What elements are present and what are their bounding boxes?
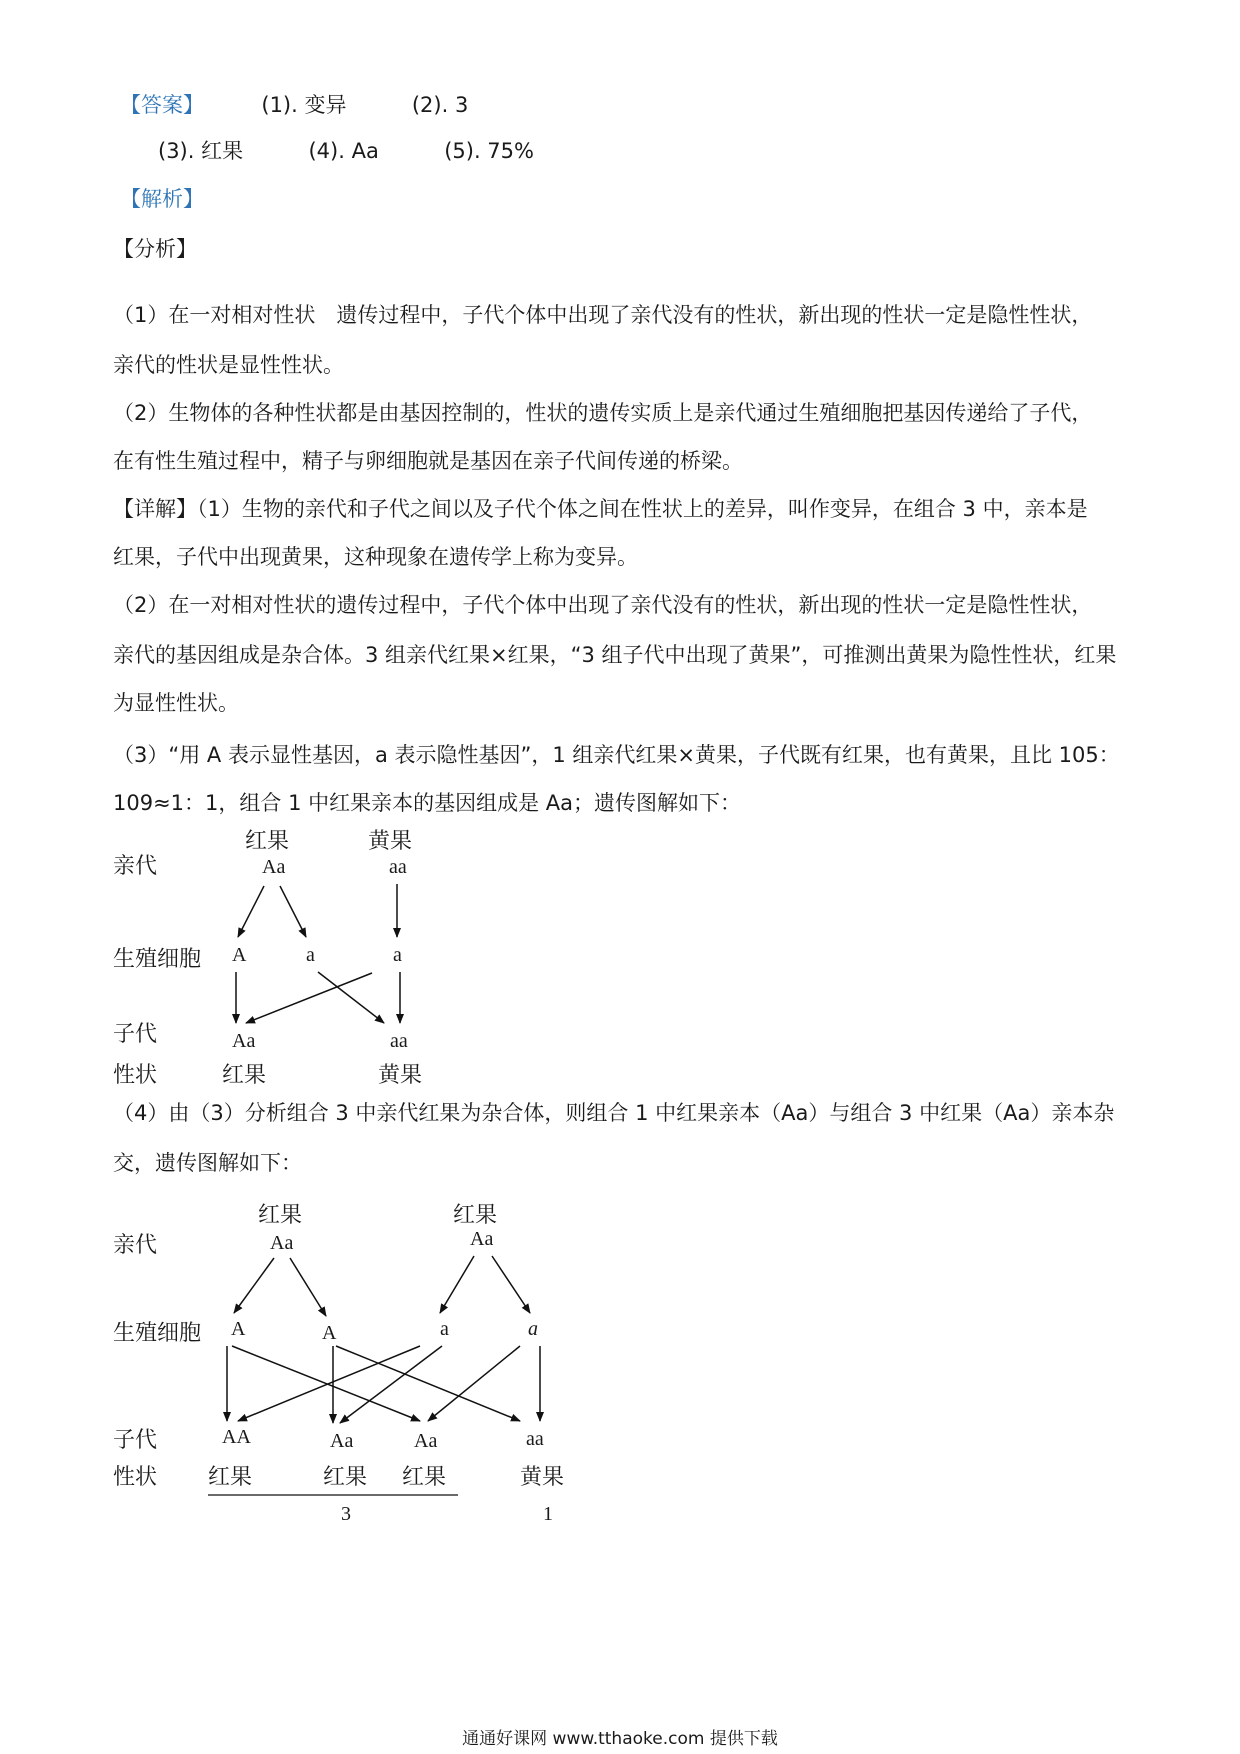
diagram2-parent1-genotype: Aa bbox=[270, 1232, 294, 1254]
answer-item-1: (1). 变异 bbox=[261, 93, 347, 117]
d2-arrow-p1-A1 bbox=[234, 1258, 274, 1313]
diagram2-gamete-A1: A bbox=[231, 1318, 246, 1340]
diagram1-offspring2-genotype: aa bbox=[390, 1030, 408, 1052]
answer-item-5: (5). 75% bbox=[444, 139, 534, 163]
diagram1-offspring1-genotype: Aa bbox=[232, 1030, 256, 1052]
d2-arrow-a2-Aa2 bbox=[428, 1346, 520, 1421]
d1-arrow-a2-Aa bbox=[246, 973, 372, 1023]
diagram2-offspring1-genotype: AA bbox=[222, 1426, 251, 1448]
diagram1-parent1-genotype: Aa bbox=[262, 856, 286, 878]
answer-label: 【答案】 bbox=[120, 93, 204, 117]
diagram1-offspring2-trait: 黄果 bbox=[378, 1063, 423, 1088]
fenxi-line-3: （2）生物体的各种性状都是由基因控制的，性状的遗传实质上是亲代通过生殖细胞把基因传递给了子代， bbox=[113, 401, 1093, 425]
fenxi-line-4: 在有性生殖过程中，精子与卵细胞就是基因在亲子代间传递的桥梁。 bbox=[113, 449, 743, 473]
detail-line-2: 红果，子代中出现黄果，这种现象在遗传学上称为变异。 bbox=[113, 545, 638, 569]
diagram2-offspring2-genotype: Aa bbox=[330, 1430, 354, 1452]
diagram2-row-label-gametes: 生殖细胞 bbox=[113, 1321, 202, 1346]
d2-arrow-p2-a1 bbox=[440, 1256, 474, 1313]
diagram2-offspring1-trait: 红果 bbox=[208, 1465, 253, 1490]
d1-arrow-p1-A bbox=[238, 886, 264, 937]
detail-line-1: 【详解】（1）生物的亲代和子代之间以及子代个体之间在性状上的差异，叫作变异，在组合 3 中，亲本是 bbox=[113, 497, 1088, 521]
page-footer: 通通好课网 www.tthaoke.com 提供下载 bbox=[462, 1729, 778, 1749]
detail-line-4: 亲代的基因组成是杂合体。3 组亲代红果×红果，“3 组子代中出现了黄果”，可推测出黄果为隐性性状，红果 bbox=[113, 643, 1117, 667]
diagram2-offspring2-trait: 红果 bbox=[323, 1465, 368, 1490]
fenxi-line-2: 亲代的性状是显性性状。 bbox=[113, 353, 344, 377]
diagram2-ratio-dominant: 3 bbox=[341, 1503, 351, 1525]
diagram2-gamete-A2: A bbox=[322, 1322, 337, 1344]
answer-item-3: (3). 红果 bbox=[158, 139, 244, 163]
diagram2-offspring4-trait: 黄果 bbox=[520, 1465, 565, 1490]
diagram1-gamete-a2: a bbox=[393, 944, 402, 966]
diagram2-gamete-a2: a bbox=[528, 1318, 538, 1340]
answer-item-4: (4). Aa bbox=[308, 139, 379, 163]
diagram1-gamete-A: A bbox=[232, 944, 247, 966]
d1-arrow-p1-a bbox=[280, 886, 306, 937]
d1-arrow-a1-aa bbox=[318, 972, 384, 1023]
d2-arrow-p2-a2 bbox=[492, 1256, 530, 1313]
d2-arrow-p1-A2 bbox=[290, 1258, 326, 1316]
analysis-label: 【解析】 bbox=[120, 187, 204, 211]
diagram2-ratio-recessive: 1 bbox=[543, 1503, 553, 1525]
diagram1-row-label-parents: 亲代 bbox=[113, 854, 158, 879]
diagram1-gamete-a1: a bbox=[306, 944, 315, 966]
diagram1-parent1-trait: 红果 bbox=[245, 829, 290, 854]
detail-line-7: 109≈1：1，组合 1 中红果亲本的基因组成是 Aa；遗传图解如下： bbox=[113, 791, 742, 815]
detail-line-6: （3）“用 A 表示显性基因，a 表示隐性基因”，1 组亲代红果×黄果，子代既有红果，也有黄果，且比 105： bbox=[113, 743, 1120, 767]
detail2-line-2: 交，遗传图解如下： bbox=[113, 1151, 302, 1175]
diagram1-row-label-offspring: 子代 bbox=[113, 1022, 158, 1047]
diagram2-row-label-offspring: 子代 bbox=[113, 1428, 158, 1453]
diagram2-parent2-genotype: Aa bbox=[470, 1228, 494, 1250]
diagram1-row-label-trait: 性状 bbox=[113, 1063, 158, 1088]
diagram2-parent1-trait: 红果 bbox=[258, 1203, 303, 1228]
diagram2-row-label-trait: 性状 bbox=[113, 1465, 158, 1490]
diagram1-offspring1-trait: 红果 bbox=[222, 1063, 267, 1088]
diagram1-parent2-trait: 黄果 bbox=[368, 829, 413, 854]
answer-item-2: (2). 3 bbox=[411, 93, 469, 117]
fenxi-line-1: （1）在一对相对性状 遗传过程中，子代个体中出现了亲代没有的性状，新出现的性状一定是隐性性状， bbox=[113, 303, 1093, 327]
diagram1-row-label-gametes: 生殖细胞 bbox=[113, 947, 202, 972]
diagram2-offspring4-genotype: aa bbox=[526, 1428, 544, 1450]
fenxi-label: 【分析】 bbox=[113, 237, 197, 261]
detail-line-3: （2）在一对相对性状的遗传过程中，子代个体中出现了亲代没有的性状，新出现的性状一定是隐性性状， bbox=[113, 593, 1093, 617]
detail-line-5: 为显性性状。 bbox=[113, 691, 239, 715]
diagram2-row-label-parents: 亲代 bbox=[113, 1233, 158, 1258]
detail2-line-1: （4）由（3）分析组合 3 中亲代红果为杂合体，则组合 1 中红果亲本（Aa）与组合 3 中红果（Aa）亲本杂 bbox=[113, 1101, 1115, 1125]
diagram2-offspring3-trait: 红果 bbox=[402, 1465, 447, 1490]
diagram2-gamete-a1: a bbox=[440, 1318, 449, 1340]
diagram2-parent2-trait: 红果 bbox=[453, 1203, 498, 1228]
diagram1-parent2-genotype: aa bbox=[389, 856, 407, 878]
diagram2-offspring3-genotype: Aa bbox=[414, 1430, 438, 1452]
